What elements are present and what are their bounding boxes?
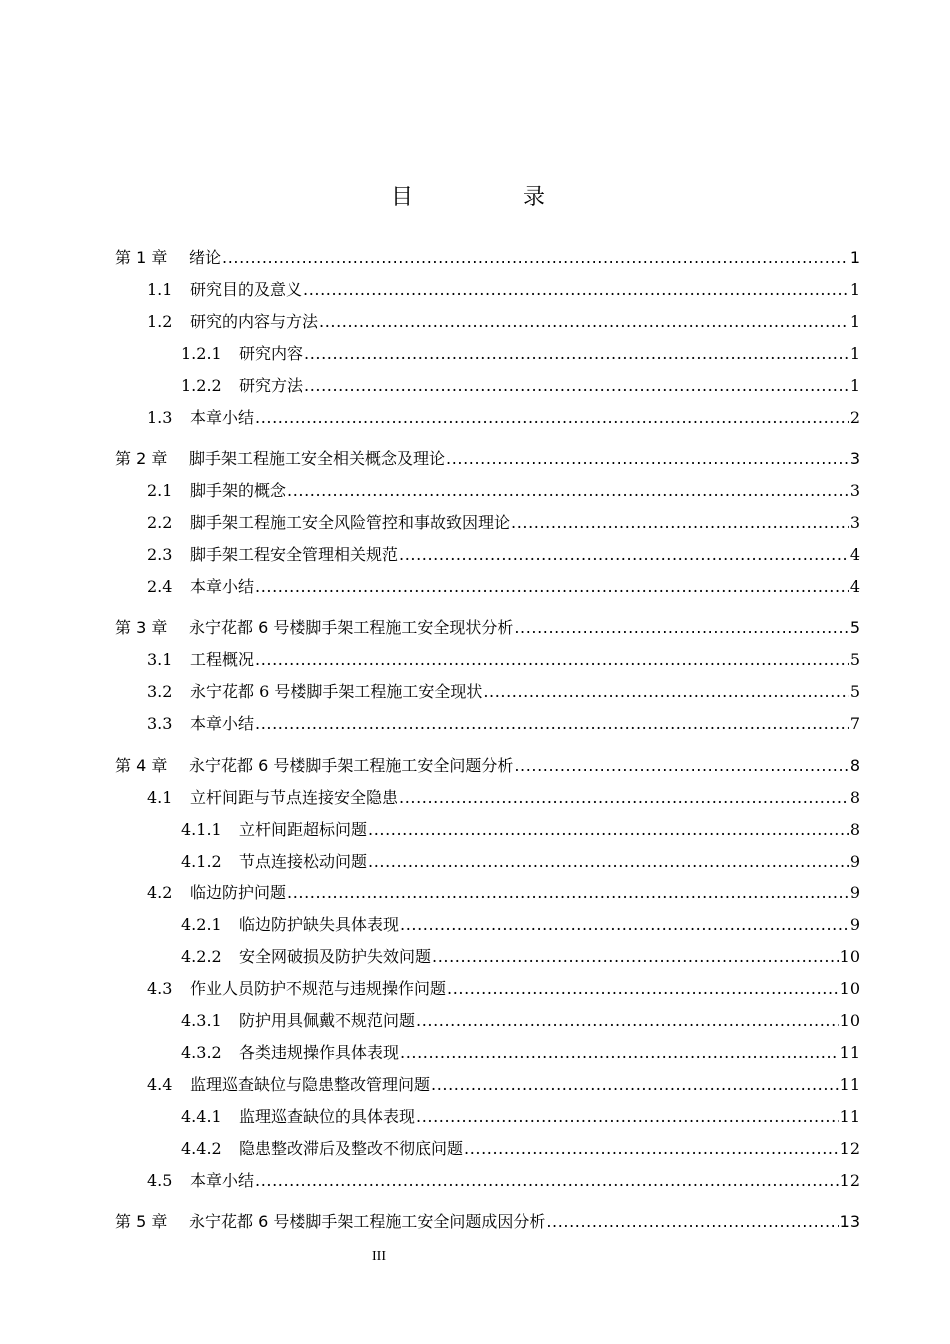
toc-entry-page: 1: [849, 312, 860, 331]
toc-entry-number: 第 5 章: [115, 1212, 168, 1231]
toc-entry-page: 12: [839, 1139, 860, 1158]
toc-entry-page: 3: [849, 481, 860, 500]
toc-dot-leader: [222, 248, 849, 268]
toc-entry-label: 脚手架工程施工安全相关概念及理论: [189, 449, 446, 468]
toc-entry-page: 8: [849, 788, 860, 807]
toc-entry-page: 4: [849, 577, 860, 596]
toc-dot-leader: [432, 947, 839, 967]
toc-entry-page: 9: [849, 883, 860, 902]
toc-subsection-entry[interactable]: [181, 1005, 860, 1031]
toc-entry-number: 第 2 章: [115, 449, 168, 468]
toc-entry-number: 4.3: [147, 979, 173, 998]
toc-entry-number: 2.4: [147, 577, 173, 596]
toc-entry-label: 工程概况: [190, 650, 255, 669]
toc-dot-leader: [287, 481, 849, 501]
toc-dot-leader: [304, 344, 849, 364]
page-number-footer: III: [372, 1249, 386, 1264]
toc-entry-label: 永宁花都 6 号楼脚手架工程施工安全问题分析: [189, 756, 514, 775]
toc-entry-number: 1.2: [147, 312, 173, 331]
toc-section-entry[interactable]: [147, 973, 860, 999]
toc-entry-number: 4.2.2: [181, 947, 222, 966]
toc-entry-label: 作业人员防护不规范与违规操作问题: [190, 979, 447, 998]
toc-section-entry[interactable]: [147, 1069, 860, 1095]
toc-entry-number: 第 4 章: [115, 756, 168, 775]
toc-subsection-entry[interactable]: [181, 846, 860, 872]
toc-entry-page: 11: [839, 1107, 860, 1126]
toc-dot-leader: [303, 280, 849, 300]
toc-section-entry[interactable]: [147, 402, 860, 428]
toc-subsection-entry[interactable]: [181, 1037, 860, 1063]
toc-dot-leader: [483, 682, 848, 702]
toc-dot-leader: [511, 513, 849, 533]
toc-chapter-entry[interactable]: [115, 1206, 860, 1232]
toc-entry-page: 9: [849, 915, 860, 934]
toc-dot-leader: [255, 577, 849, 597]
toc-section-entry[interactable]: [147, 1165, 860, 1191]
toc-entry-page: 13: [839, 1212, 860, 1231]
toc-subsection-entry[interactable]: [181, 1101, 860, 1127]
toc-entry-label: 立杆间距超标问题: [239, 820, 368, 839]
toc-dot-leader: [399, 788, 849, 808]
toc-entry-label: 安全网破损及防护失效问题: [239, 947, 432, 966]
toc-entry-page: 1: [849, 248, 860, 267]
toc-chapter-entry[interactable]: [115, 612, 860, 638]
toc-entry-number: 4.5: [147, 1171, 173, 1190]
toc-entry-number: 4.1.2: [181, 852, 222, 871]
toc-entry-label: 本章小结: [190, 577, 255, 596]
toc-dot-leader: [400, 915, 849, 935]
toc-subsection-entry[interactable]: [181, 370, 860, 396]
toc-entry-number: 1.2.1: [181, 344, 222, 363]
toc-section-entry[interactable]: [147, 539, 860, 565]
toc-entry-number: 2.2: [147, 513, 173, 532]
toc-entry-number: 2.1: [147, 481, 173, 500]
toc-entry-label: 立杆间距与节点连接安全隐患: [190, 788, 399, 807]
toc-entry-number: 1.2.2: [181, 376, 222, 395]
toc-dot-leader: [514, 756, 848, 776]
toc-entry-page: 8: [849, 820, 860, 839]
toc-entry-label: 本章小结: [190, 714, 255, 733]
toc-section-entry[interactable]: [147, 676, 860, 702]
toc-dot-leader: [416, 1107, 839, 1127]
toc-entry-number: 4.4.1: [181, 1107, 222, 1126]
toc-dot-leader: [255, 1171, 839, 1191]
toc-dot-leader: [546, 1212, 838, 1232]
toc-entry-page: 2: [849, 408, 860, 427]
toc-entry-page: 5: [849, 618, 860, 637]
toc-entry-page: 10: [839, 1011, 860, 1030]
toc-subsection-entry[interactable]: [181, 814, 860, 840]
toc-dot-leader: [446, 449, 849, 469]
toc-dot-leader: [399, 545, 849, 565]
toc-entry-label: 临边防护问题: [190, 883, 287, 902]
toc-entry-number: 4.2: [147, 883, 173, 902]
toc-entry-page: 5: [849, 682, 860, 701]
toc-section-entry[interactable]: [147, 306, 860, 332]
toc-section-entry[interactable]: [147, 475, 860, 501]
toc-dot-leader: [400, 1043, 839, 1063]
toc-entry-label: 各类违规操作具体表现: [239, 1043, 400, 1062]
toc-entry-page: 5: [849, 650, 860, 669]
toc-entry-number: 第 1 章: [115, 248, 168, 267]
toc-entry-page: 1: [849, 376, 860, 395]
toc-entry-label: 本章小结: [190, 1171, 255, 1190]
toc-entry-label: 隐患整改滞后及整改不彻底问题: [239, 1139, 464, 1158]
toc-chapter-entry[interactable]: [115, 750, 860, 776]
toc-entry-page: 12: [839, 1171, 860, 1190]
toc-entry-page: 9: [849, 852, 860, 871]
toc-entry-page: 3: [849, 449, 860, 468]
toc-dot-leader: [514, 618, 848, 638]
toc-section-entry[interactable]: [147, 274, 860, 300]
toc-chapter-entry[interactable]: [115, 443, 860, 469]
toc-chapter-entry[interactable]: [115, 242, 860, 268]
toc-entry-page: 10: [839, 947, 860, 966]
toc-dot-leader: [368, 820, 849, 840]
toc-dot-leader: [255, 714, 849, 734]
toc-entry-page: 11: [839, 1075, 860, 1094]
toc-entry-label: 研究内容: [239, 344, 304, 363]
toc-entry-page: 1: [849, 344, 860, 363]
toc-entry-number: 4.4.2: [181, 1139, 222, 1158]
toc-entry-label: 节点连接松动问题: [239, 852, 368, 871]
toc-entry-number: 4.4: [147, 1075, 173, 1094]
toc-entry-number: 3.1: [147, 650, 173, 669]
toc-entry-number: 4.3.2: [181, 1043, 222, 1062]
toc-subsection-entry[interactable]: [181, 909, 860, 935]
toc-section-entry[interactable]: [147, 708, 860, 734]
toc-section-entry[interactable]: [147, 782, 860, 808]
toc-entry-page: 7: [849, 714, 860, 733]
toc-dot-leader: [255, 408, 849, 428]
toc-entry-number: 1.1: [147, 280, 173, 299]
toc-entry-label: 监理巡查缺位与隐患整改管理问题: [190, 1075, 431, 1094]
toc-entry-label: 研究目的及意义: [190, 280, 303, 299]
toc-dot-leader: [431, 1075, 839, 1095]
toc-entry-page: 3: [849, 513, 860, 532]
toc-entry-label: 监理巡查缺位的具体表现: [239, 1107, 416, 1126]
toc-entry-label: 脚手架的概念: [190, 481, 287, 500]
toc-dot-leader: [287, 883, 849, 903]
toc-entry-label: 研究的内容与方法: [190, 312, 319, 331]
toc-title: 目 录: [390, 185, 589, 210]
toc-entry-page: 11: [839, 1043, 860, 1062]
toc-section-entry[interactable]: [147, 571, 860, 597]
toc-entry-number: 第 3 章: [115, 618, 168, 637]
toc-entry-label: 绪论: [189, 248, 222, 267]
toc-entry-page: 10: [839, 979, 860, 998]
toc-dot-leader: [304, 376, 849, 396]
toc-subsection-entry[interactable]: [181, 338, 860, 364]
toc-entry-number: 2.3: [147, 545, 173, 564]
toc-section-entry[interactable]: [147, 644, 860, 670]
toc-entry-label: 研究方法: [239, 376, 304, 395]
toc-entry-page: 8: [849, 756, 860, 775]
toc-dot-leader: [255, 650, 849, 670]
toc-section-entry[interactable]: [147, 507, 860, 533]
toc-dot-leader: [416, 1011, 839, 1031]
toc-entry-label: 永宁花都 6 号楼脚手架工程施工安全问题成因分析: [189, 1212, 546, 1231]
toc-dot-leader: [464, 1139, 839, 1159]
toc-entry-label: 永宁花都 6 号楼脚手架工程施工安全现状分析: [189, 618, 514, 637]
toc-dot-leader: [447, 979, 839, 999]
toc-entry-page: 4: [849, 545, 860, 564]
toc-entry-number: 4.2.1: [181, 915, 222, 934]
toc-entry-page: 1: [849, 280, 860, 299]
toc-entry-number: 4.3.1: [181, 1011, 222, 1030]
toc-entry-label: 脚手架工程安全管理相关规范: [190, 545, 399, 564]
toc-entry-label: 脚手架工程施工安全风险管控和事故致因理论: [190, 513, 511, 532]
toc-entry-number: 4.1.1: [181, 820, 222, 839]
toc-dot-leader: [319, 312, 849, 332]
toc-entry-label: 防护用具佩戴不规范问题: [239, 1011, 416, 1030]
toc-entry-number: 4.1: [147, 788, 173, 807]
toc-section-entry[interactable]: [147, 877, 860, 903]
toc-entry-number: 3.2: [147, 682, 173, 701]
toc-entry-number: 1.3: [147, 408, 173, 427]
toc-dot-leader: [368, 852, 849, 872]
toc-subsection-entry[interactable]: [181, 1133, 860, 1159]
toc-entry-label: 永宁花都 6 号楼脚手架工程施工安全现状: [190, 682, 483, 701]
toc-entry-label: 本章小结: [190, 408, 255, 427]
toc-subsection-entry[interactable]: [181, 941, 860, 967]
toc-entry-label: 临边防护缺失具体表现: [239, 915, 400, 934]
toc-entry-number: 3.3: [147, 714, 173, 733]
